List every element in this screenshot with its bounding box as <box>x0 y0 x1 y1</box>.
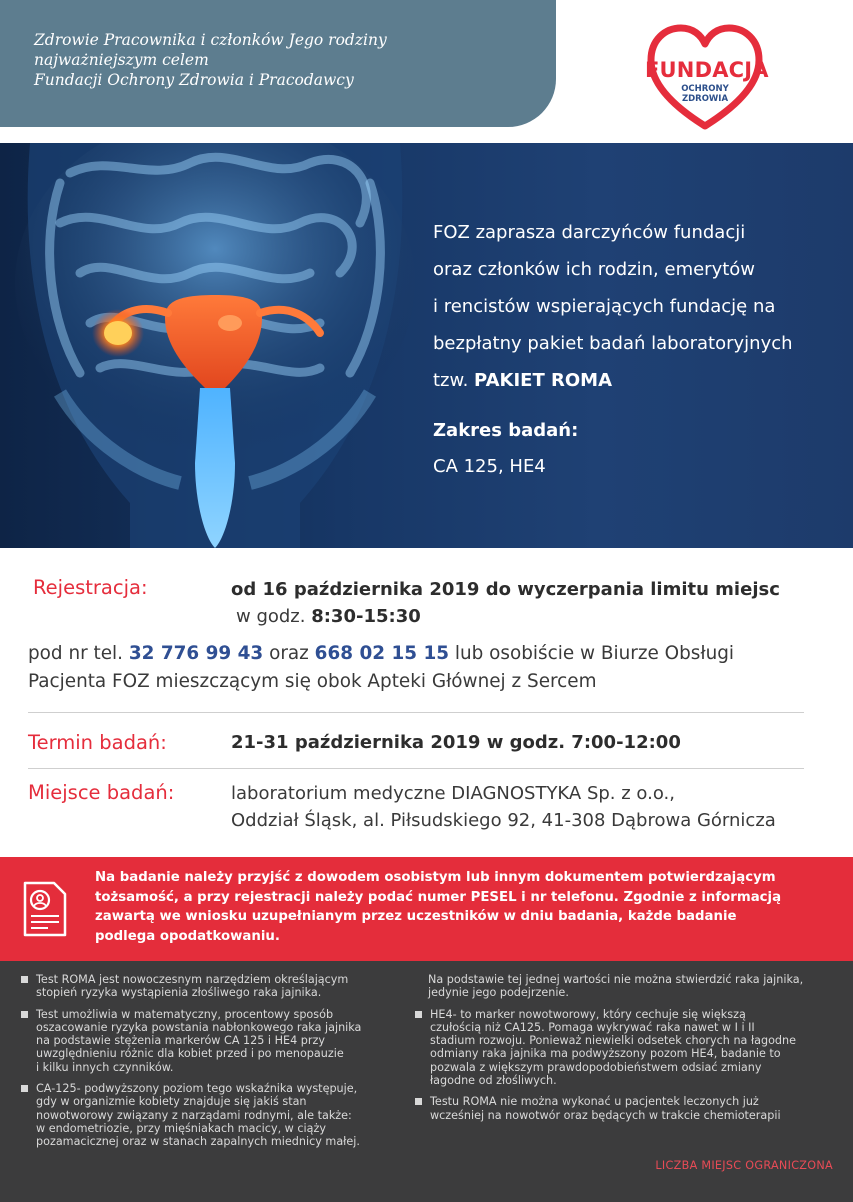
info-footer <box>0 961 853 1202</box>
list-line: na podstawie stężenia markerów CA 125 i HE4 przy <box>36 1034 325 1048</box>
logo-sub-line: OCHRONY <box>681 84 729 94</box>
phone-number-2[interactable]: 668 02 15 15 <box>314 643 450 664</box>
list-line: jedynie jego podejrzenie. <box>428 986 569 1000</box>
tagline-line: Zdrowie Pracownika i członków Jego rodziny <box>34 31 387 49</box>
phone-number-1[interactable]: 32 776 99 43 <box>128 643 264 664</box>
notice-text <box>95 868 835 946</box>
divider <box>28 768 804 769</box>
list-line: gdy w organizmie kobiety znajduje się jakiś stan <box>36 1095 307 1109</box>
list-line: w endometriozie, przy mięśniakach macicy, w ciąży <box>36 1121 326 1135</box>
footer-left-column <box>18 973 418 1157</box>
hero-intro <box>433 214 843 399</box>
list-line: Na podstawie tej jednej wartości nie można stwierdzić raka jajnika, <box>428 973 804 986</box>
tagline-line: Fundacji Ochrony Zdrowia i Pracodawcy <box>34 71 354 89</box>
bullet-square-icon <box>21 976 28 983</box>
list-line: CA-125- podwyższony poziom tego wskaźnika występuje, <box>36 1082 358 1096</box>
notice-line: zawartą we wniosku uzupełnianym przez uczestników w dniu badania, każde badanie <box>95 909 737 924</box>
logo-name: FUNDACJA <box>645 58 769 82</box>
phone-prefix: pod nr tel. <box>28 643 129 664</box>
tagline-line: najważniejszym celem <box>34 51 209 69</box>
id-document-icon <box>22 880 68 938</box>
list-line: wcześniej na nowotwór oraz będących w trakcie chemioterapii <box>430 1108 781 1122</box>
list-item <box>18 1082 418 1148</box>
list-line: i kilku innych czynników. <box>36 1060 174 1074</box>
fundacja-logo <box>645 22 769 134</box>
phone-suffix: lub osobiście w Biurze Obsługi <box>449 643 735 664</box>
list-item <box>18 973 418 1000</box>
list-line: stopień ryzyka wystąpienia złośliwego raka jajnika. <box>36 986 322 1000</box>
list-item <box>412 1008 832 1088</box>
package-name: PAKIET ROMA <box>474 370 612 391</box>
exam-date-value: 21-31 października 2019 w godz. 7:00-12:00 <box>231 732 681 753</box>
registration-location: Pacjenta FOZ mieszczącym się obok Apteki Głównej z Sercem <box>28 671 597 692</box>
hero-line <box>433 362 843 399</box>
place-line: laboratorium medyczne DIAGNOSTYKA Sp. z o.o., <box>231 783 675 804</box>
hero-line: i rencistów wspierających fundację na <box>433 296 776 317</box>
hero-line: bezpłatny pakiet badań laboratoryjnych <box>433 333 793 354</box>
limited-places-note: LICZBA MIEJSC OGRANICZONA <box>655 1159 833 1172</box>
anatomy-illustration <box>0 143 430 548</box>
place-label: Miejsce badań: <box>28 781 175 804</box>
tests-heading: Zakres badań: <box>433 420 579 441</box>
phone-mid: oraz <box>263 643 315 664</box>
list-line: Testu ROMA nie można wykonać u pacjentek leczonych już <box>430 1095 759 1109</box>
hero-line: oraz członków ich rodzin, emerytów <box>433 259 756 280</box>
registration-label: Rejestracja: <box>33 576 148 599</box>
list-item <box>18 1008 418 1074</box>
bullet-square-icon <box>415 1098 422 1105</box>
hero-line: FOZ zaprasza darczyńców fundacji <box>433 222 746 243</box>
bullet-square-icon <box>415 1011 422 1018</box>
divider <box>28 712 804 713</box>
list-line: oszacowanie ryzyka powstania nabłonkowego raka jajnika <box>36 1020 362 1034</box>
list-line: czułością niż CA125. Pomaga wykrywać raka nawet w I i II <box>430 1020 755 1034</box>
hours-value: 8:30-15:30 <box>311 606 421 627</box>
notice-line: Na badanie należy przyjść z dowodem osobistym lub innym dokumentem potwierdzającym <box>95 870 776 885</box>
registration-hours <box>236 606 421 627</box>
list-line: Test ROMA jest nowoczesnym narzędziem określającym <box>36 973 349 986</box>
registration-phones <box>28 643 734 664</box>
tests-list: CA 125, HE4 <box>433 456 546 477</box>
list-item <box>412 1095 832 1122</box>
registration-dates: od 16 października 2019 do wyczerpania limitu miejsc <box>231 579 780 600</box>
tagline <box>34 30 534 90</box>
notice-line: tożsamość, a przy rejestracji należy podać numer PESEL i nr telefonu. Zgodnie z informacją <box>95 889 782 905</box>
list-line: pozwala z większym prawdopodobieństwem odsiać zmiany <box>430 1060 762 1074</box>
hero-line-prefix: tzw. <box>433 370 475 391</box>
footer-right-column <box>412 973 832 1130</box>
bullet-square-icon <box>21 1085 28 1092</box>
list-line: łagodne od złośliwych. <box>430 1074 557 1088</box>
list-line: uwzględnieniu różnic dla kobiet przed i po menopauzie <box>36 1047 344 1061</box>
logo-sub-line: ZDROWIA <box>681 94 729 104</box>
hours-prefix: w godz. <box>236 606 312 627</box>
notice-line: podlega opodatkowaniu. <box>95 928 280 944</box>
list-line: Test umożliwia w matematyczny, procentowy sposób <box>36 1007 334 1021</box>
list-line: pozamacicznej oraz w stanach zapalnych miednicy małej. <box>36 1135 360 1149</box>
list-line: stadium rozwoju. Ponieważ niewielki odsetek chorych na łagodne <box>430 1034 797 1048</box>
notice-band <box>0 857 853 961</box>
place-line: Oddział Śląsk, al. Piłsudskiego 92, 41-308 Dąbrowa Górnicza <box>231 810 776 831</box>
exam-date-label: Termin badań: <box>28 731 167 754</box>
list-line: nowotworowy związany z narządami rodnymi, ale także: <box>36 1108 352 1122</box>
list-line: HE4- to marker nowotworowy, który cechuje się większą <box>430 1007 746 1021</box>
bullet-square-icon <box>21 1011 28 1018</box>
list-item <box>412 973 832 1000</box>
header-band <box>0 0 556 127</box>
list-line: odmiany raka jajnika ma podwyższony pozom HE4, badanie to <box>430 1047 781 1061</box>
